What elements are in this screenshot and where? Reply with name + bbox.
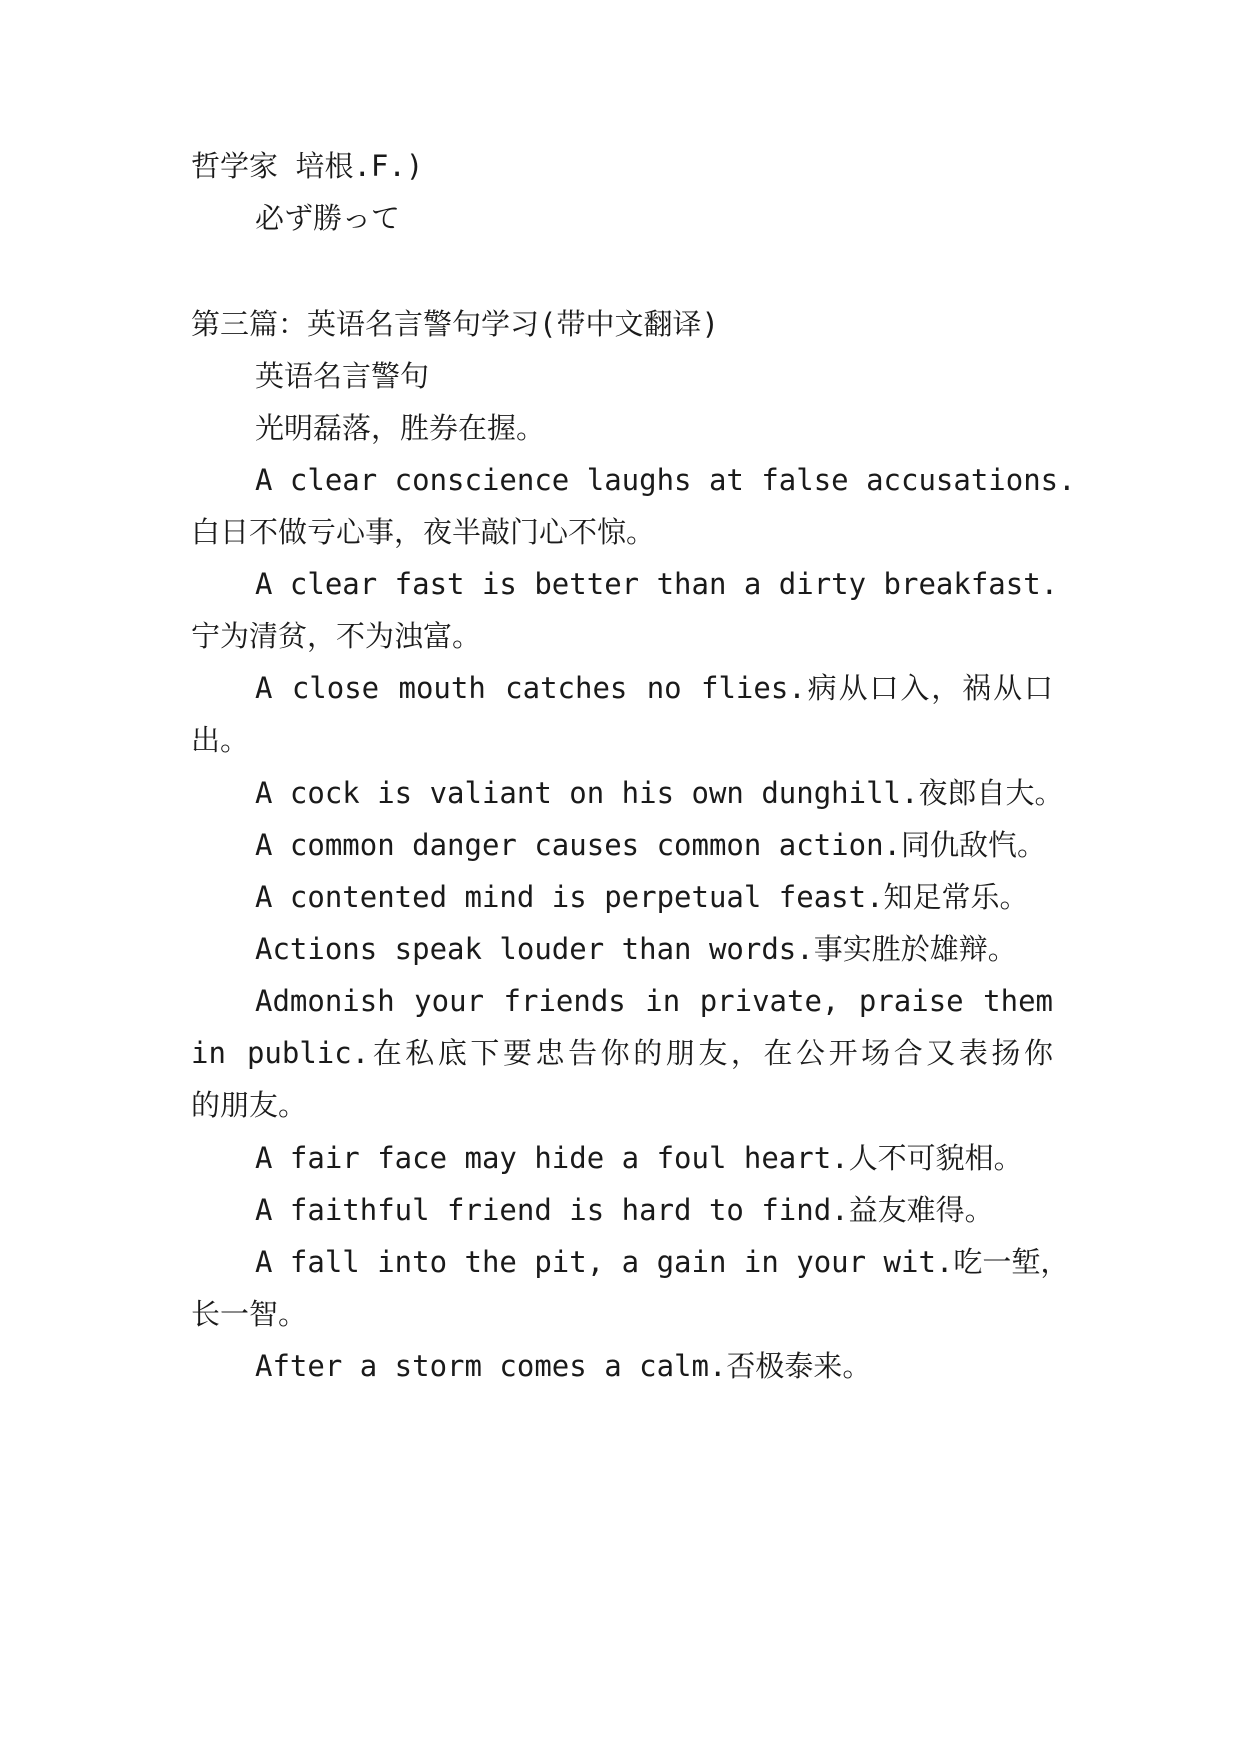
text-line: 的朋友。 [191,1088,308,1122]
text-line-japanese: 必ず勝って [255,201,401,235]
text-line: A fall into the pit, a gain in your wit.吃一堑， [255,1245,1070,1279]
section-heading: 第三篇：英语名言警句学习(带中文翻译) [191,307,719,341]
section-subheading: 英语名言警句 [255,359,430,393]
text-line: 长一智。 [191,1297,308,1331]
text-line: A faithful friend is hard to find.益友难得。 [255,1193,994,1227]
text-line: A clear conscience laughs at false accusations. [255,463,1076,497]
text-line: 出。 [191,723,250,757]
text-line: After a storm comes a calm.否极泰来。 [255,1349,872,1383]
text-line-philosopher-bacon: 哲学家 培根.F.) [191,149,424,183]
text-line: 宁为清贫，不为浊富。 [191,619,482,653]
text-line: A common danger causes common action.同仇敌忾。 [255,828,1047,862]
text-line: A cock is valiant on his own dunghill.夜郎自大。 [255,776,1064,810]
text-line: in public.在私底下要忠告你的朋友，在公开场合又表扬你 [191,1036,1053,1070]
text-line: 白日不做亏心事，夜半敲门心不惊。 [191,515,656,549]
text-line: A clear fast is better than a dirty breakfast. [255,567,1059,601]
text-line: A fair face may hide a foul heart.人不可貌相。 [255,1141,1023,1175]
text-line: Admonish your friends in private, praise them [255,984,1053,1018]
text-line: A close mouth catches no flies.病从口入，祸从口 [255,671,1053,705]
text-line: Actions speak louder than words.事实胜於雄辩。 [255,932,1017,966]
text-line: 光明磊落，胜券在握。 [255,411,546,445]
text-line: A contented mind is perpetual feast.知足常乐。 [255,880,1029,914]
